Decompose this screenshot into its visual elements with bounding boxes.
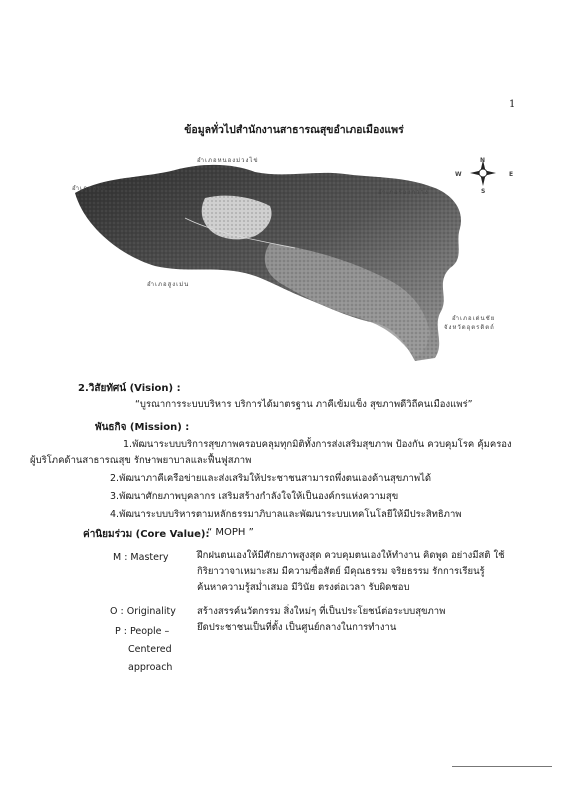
mission-item-3: 3.พัฒนาศักยภาพบุคลากร เสริมสร้างกำลังใจให้เป็นองค์กรแห่งความสุข [110, 491, 399, 502]
core-value-o-key: O : Originality [110, 606, 176, 617]
page-number: 1 [509, 99, 516, 110]
mission-heading: พันธกิจ (Mission) : [95, 422, 190, 433]
mission-item-1-cont: ผู้บริโภคด้านสาธารณสุข รักษาพยาบาลและฟื้นฟูสภาพ [30, 455, 252, 466]
core-value-p-key-line-3: approach [128, 662, 173, 673]
core-value-p-desc: ยึดประชาชนเป็นที่ตั้ง เป็นศูนย์กลางในการทำงาน [197, 622, 397, 633]
map-label-west: อำเภอสอง [72, 185, 106, 192]
core-value-m-key: M : Mastery [113, 552, 169, 563]
core-value-p-key-line-2: Centered [128, 644, 172, 655]
mission-item-4: 4.พัฒนาระบบบริหารตามหลักธรรมาภิบาลและพัฒนาระบบเทคโนโลยีให้มีประสิทธิภาพ [110, 509, 462, 520]
vision-heading: 2.วิสัยทัศน์ (Vision) : [78, 383, 181, 394]
core-value-m-line-1: ฝึกฝนตนเองให้มีศักยภาพสูงสุด ควบคุมตนเองให้ทำงาน คิดพูด อย่างมีสติ ใช้ [197, 550, 505, 561]
compass-label-e: E [509, 171, 515, 178]
map-label-east: อำเภอร้องกวาง [378, 189, 429, 196]
compass-label-s: S [481, 188, 487, 195]
core-value-acronym: “ MOPH ” [207, 527, 254, 538]
core-value-m-desc [197, 548, 505, 596]
core-value-m-line-3: ค้นหาความรู้สม่ำเสมอ มีวินัย ตรงต่อเวลา รับผิดชอบ [197, 582, 410, 593]
footer-rule [452, 766, 552, 767]
map-label-southwest: อำเภอสูงเม่น [147, 281, 190, 288]
vision-text: “บูรณาการระบบบริหาร บริการได้มาตรฐาน ภาคีเข้มแข็ง สุขภาพดีวิถีคนเมืองแพร่” [135, 399, 473, 410]
core-value-o-desc: สร้างสรรค์นวัตกรรม สิ่งใหม่ๆ ที่เป็นประโยชน์ต่อระบบสุขภาพ [197, 606, 446, 617]
mission-item-1: 1.พัฒนาระบบบริการสุขภาพครอบคลุมทุกมิติทั้งการส่งเสริมสุขภาพ ป้องกัน ควบคุมโรค คุ้มครอง [123, 439, 512, 450]
core-value-heading: ค่านิยมร่วม (Core Value): [83, 529, 210, 540]
compass-label-w: W [455, 171, 463, 178]
map-label-north: อำเภอหนองม่วงไข่ [197, 157, 259, 164]
map-label-southeast-2: จังหวัดอุตรดิตถ์ [444, 324, 495, 331]
map-label-southeast-1: อำเภอเด่นชัย [452, 315, 496, 322]
core-value-p-key [115, 623, 172, 677]
mission-item-2: 2.พัฒนาภาคีเครือข่ายและส่งเสริมให้ประชาชนสามารถพึ่งตนเองด้านสุขภาพได้ [110, 473, 432, 484]
core-value-m-line-2: กิริยาวาจาเหมาะสม มีความซื่อสัตย์ มีคุณธรรม จริยธรรม รักการเรียนรู้ [197, 566, 485, 577]
core-value-p-key-line-1: P : People – [115, 626, 170, 637]
page-title: ข้อมูลทั่วไปสำนักงานสาธารณสุขอำเภอเมืองแพร่ [184, 124, 404, 136]
compass-label-n: N [480, 157, 487, 164]
